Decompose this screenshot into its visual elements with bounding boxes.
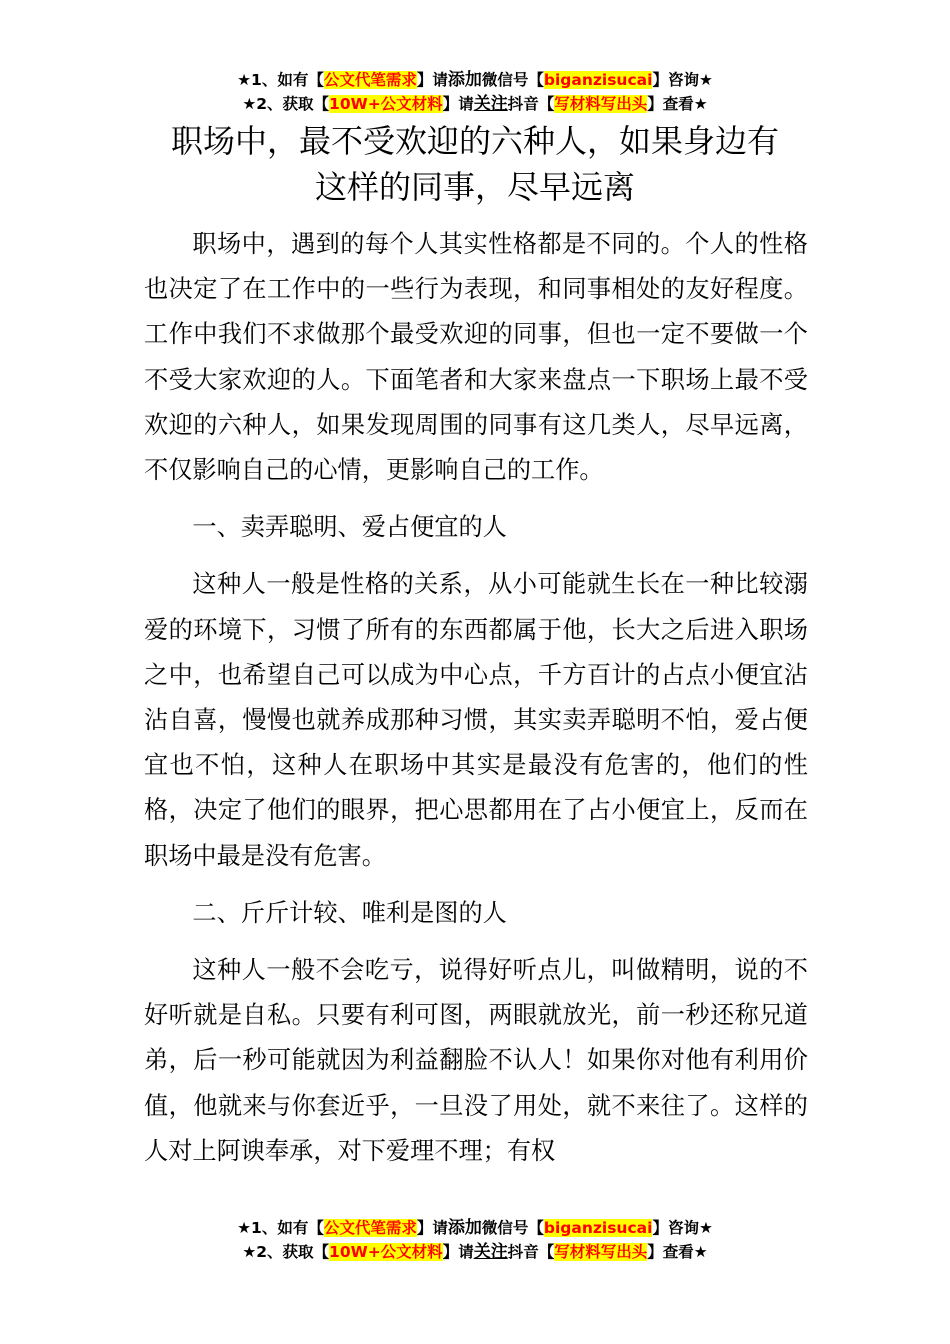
- star-icon: ★: [237, 1219, 252, 1237]
- star-icon: ★: [242, 95, 257, 113]
- promo-text: 1、如有【: [251, 71, 324, 89]
- promo-highlight: 10W+公文材料: [329, 95, 443, 113]
- promo-line-2: [0, 1240, 950, 1264]
- paragraph-section-1: 这种人一般是性格的关系，从小可能就生长在一种比较溺爱的环境下，习惯了所有的东西都属于他，长大之后进入职场之中，也希望自己可以成为中心点，千方百计的占点小便宜沾沾自喜，慢慢也就养成那种习惯，其实卖弄聪明不怕，爱占便宜也不怕，这种人在职场中其实是最没有危害的，他们的性格，决定了他们的眼界，把心思都用在了占小便宜上，反而在职场中最是没有危害。: [144, 570, 808, 870]
- paragraph-intro: 职场中，遇到的每个人其实性格都是不同的。个人的性格也决定了在工作中的一些行为表现，和同事相处的友好程度。工作中我们不求做那个最受欢迎的同事，但也一定不要做一个不受大家欢迎的人。下面笔者和大家来盘点一下职场上最不受欢迎的六种人，如果发现周围的同事有这几类人，尽早远离，不仅影响自己的心情，更影响自己的工作。: [144, 230, 808, 485]
- promo-highlight: 公文代笔需求: [323, 71, 417, 89]
- promo-highlight: biganzisucai: [543, 1219, 653, 1237]
- promo-text: 微信号【: [481, 71, 544, 89]
- promo-text: 微信号【: [481, 1219, 544, 1237]
- promo-text: 】咨询: [652, 1219, 699, 1237]
- promo-text: 】请: [416, 1219, 448, 1237]
- star-icon: ★: [693, 1243, 708, 1261]
- promo-highlight: biganzisucai: [543, 71, 653, 89]
- document-title: [140, 118, 810, 210]
- section-heading-1: 一、卖弄聪明、爱占便宜的人: [192, 513, 507, 542]
- promo-emphasis: 添加: [447, 70, 482, 90]
- promo-text: 】查看: [647, 1243, 694, 1261]
- promo-text: 】请: [416, 71, 448, 89]
- header-promo-banner: [0, 68, 950, 116]
- star-icon: ★: [237, 71, 252, 89]
- promo-highlight: 10W+公文材料: [329, 1243, 443, 1261]
- footer-promo-banner: [0, 1216, 950, 1264]
- promo-text: 抖音【: [507, 95, 555, 113]
- star-icon: ★: [698, 1219, 713, 1237]
- promo-emphasis: 关注: [473, 1242, 508, 1262]
- promo-text: 2、获取【: [256, 1243, 330, 1261]
- promo-emphasis: 关注: [473, 94, 508, 114]
- promo-text: 】咨询: [652, 71, 699, 89]
- title-line-1: 职场中，最不受欢迎的六种人，如果身边有: [170, 122, 779, 160]
- promo-line-1: [0, 1216, 950, 1240]
- title-line-2: 这样的同事，尽早远离: [314, 168, 635, 206]
- promo-text: 】请: [442, 95, 474, 113]
- promo-text: 2、获取【: [256, 95, 330, 113]
- promo-text: 1、如有【: [251, 1219, 324, 1237]
- promo-emphasis: 添加: [447, 1218, 482, 1238]
- promo-highlight: 写材料写出头: [554, 95, 648, 113]
- document-body: [144, 222, 808, 1186]
- star-icon: ★: [242, 1243, 257, 1261]
- star-icon: ★: [693, 95, 708, 113]
- promo-text: 】请: [442, 1243, 474, 1261]
- promo-text: 】查看: [647, 95, 694, 113]
- promo-highlight: 写材料写出头: [554, 1243, 648, 1261]
- promo-line-2: [0, 92, 950, 116]
- promo-line-1: [0, 68, 950, 92]
- promo-text: 抖音【: [507, 1243, 555, 1261]
- paragraph-section-2: 这种人一般不会吃亏，说得好听点儿，叫做精明，说的不好听就是自私。只要有利可图，两眼就放光，前一秒还称兄道弟，后一秒可能就因为利益翻脸不认人！如果你对他有利用价值，他就来与你套近乎，一旦没了用处，就不来往了。这样的人对上阿谀奉承，对下爱理不理；有权: [144, 956, 808, 1165]
- promo-highlight: 公文代笔需求: [323, 1219, 417, 1237]
- section-heading-2: 二、斤斤计较、唯利是图的人: [192, 898, 507, 927]
- star-icon: ★: [698, 71, 713, 89]
